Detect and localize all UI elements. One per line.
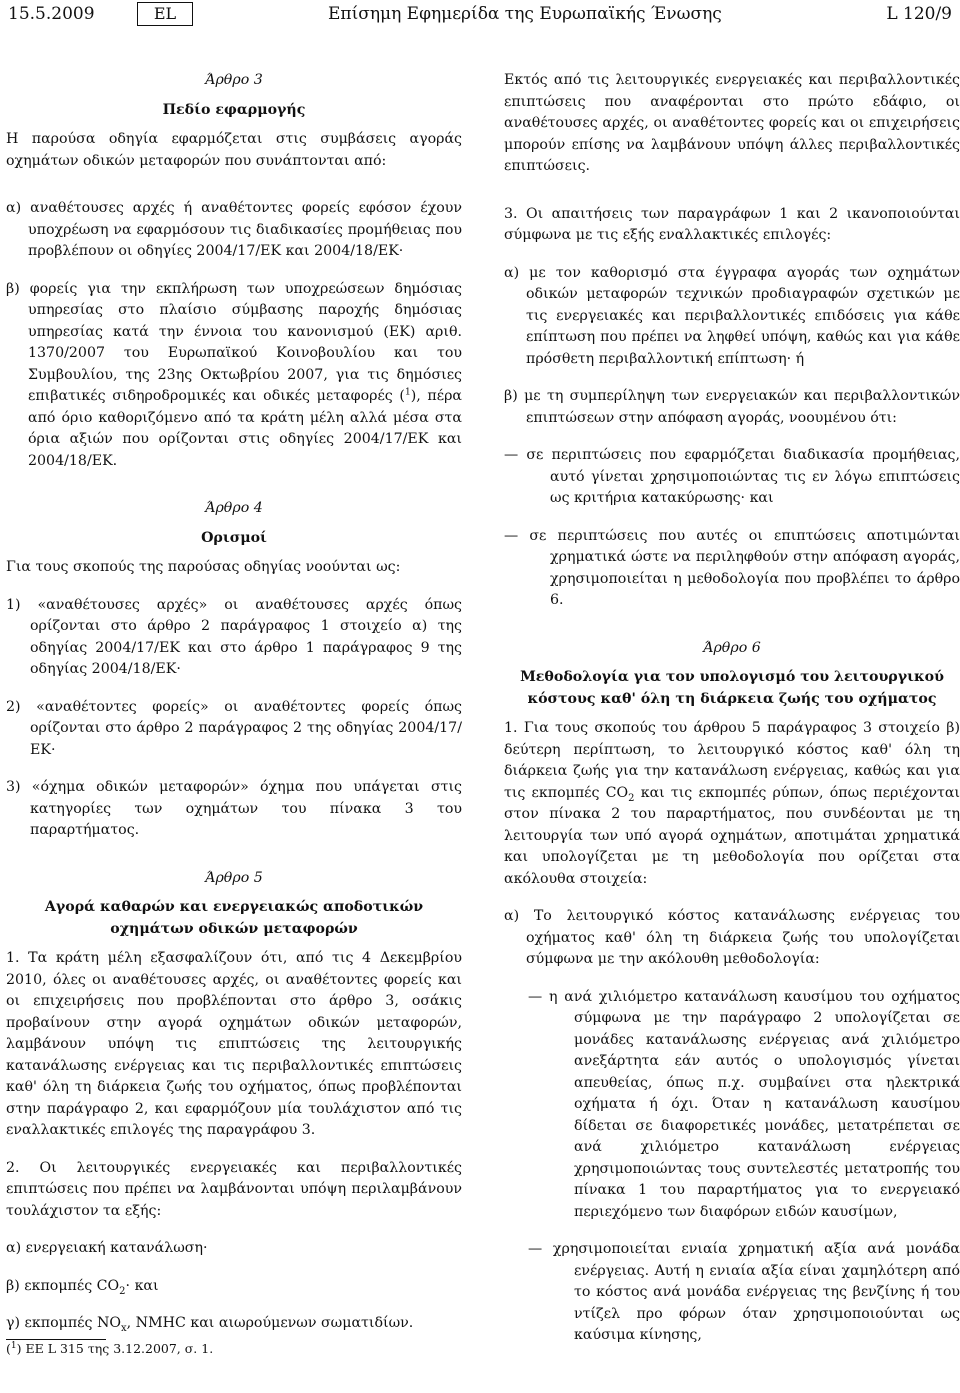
article-3-item-a: α) αναθέτουσες αρχές ή αναθέτοντες φορείς εφόσον έχουν υποχρέωση να εφαρμόσουν τις διαδικασίες προμήθειας που προβλέπουν οι οδηγίες 2004/17/ΕΚ και 2004/18/ΕΚ· (6, 200, 462, 259)
article-5-dash-1: — σε περιπτώσεις που εφαρμόζεται διαδικασία προμήθειας, αυτό γίνεται χρησιμοποιώντας τις εν λόγω επιπτώσεις ως κριτήρια κατακύρωσης· και (504, 447, 960, 506)
article-6-item-a: α) Το λειτουργικό κόστος κατανάλωσης ενέργειας του οχήματος καθ' όλη τη διάρκεια ζωής του υπολογίζεται σύμφωνα με την ακόλουθη μεθοδολογία: (504, 908, 960, 967)
article-6-paragraph-1: 1. Για τους σκοπούς του άρθρου 5 παράγραφος 3 στοιχείο β) δεύτερη περίπτωση, το λειτουργικό κόστος καθ' όλη τη διάρκεια ζωής για την κατανάλωση ενέργειας, καθώς και για τις εκπομπές $CO_2$ και τις εκπομπές ρύπων, όπως περιέχονται στον πίνακα 2 του παραρτήματος, που συνδέονται με τη λειτουργία των υπό αγορά οχημάτων, αποτιμάται χρηματικά και υπολογίζεται με τη μεθοδολογία που ορίζεται στα ακόλουθα στοιχεία: (504, 720, 960, 887)
article-5-paragraph-3: 3. Οι απαιτήσεις των παραγράφων 1 και 2 ικανοποιούνται σύμφωνα με τις εξής εναλλακτικές επιλογές: (504, 205, 960, 243)
left-column (6, 70, 462, 1358)
journal-title: Επίσημη Εφημερίδα της Ευρωπαϊκής Ένωσης (328, 4, 722, 24)
article-5-item-a: α) ενεργειακή κατανάλωση· (6, 1240, 208, 1256)
page-header (0, 0, 960, 30)
article-3-item-b: β) φορείς για την εκπλήρωση των υποχρεώσεων δημόσιας υπηρεσίας στο πλαίσιο σύμβασης παροχής δημόσιας υπηρεσίας κατά την έννοια του κανονισμού (ΕΚ) αριθ. 1370/2007 του Ευρωπαϊκού Κοινοβουλίου και του Συμβουλίου, της 23ης Οκτωβρίου 2007, για τις δημόσιες επιβατικές σιδηροδρομικές και οδικές μεταφορές ($^1$), πέρα από όριο καθοριζόμενο από τα κράτη μέλη αλλά μέσα στα όρια αξιών που ορίζονται στις οδηγίες 2004/17/ΕΚ και 2004/18/ΕΚ. (6, 280, 462, 469)
article-6-dash-1: — η ανά χιλιόμετρο κατανάλωση καυσίμου του οχήματος σύμφωνα με την παράγραφο 2 υπολογίζεται σε μονάδες κατανάλωσης ενέργειας ανά χιλιόμετρο ανεξάρτητα εάν αυτός ο υπολογισμός γίνεται απευθείας, όπως π.χ. συμβαίνει στα ηλεκτρικά οχήματα ή όχι. Όταν η κατανάλωση καυσίμου δίδεται σε διαφορετικές μονάδες, μετατρέπεται σε ανά χιλιόμετρο κατανάλωση ενέργειας χρησιμοποιώντας τους συντελεστές μετατροπής του πίνακα 1 του παραρτήματος για το ενεργειακό περιεχόμενο των διαφόρων ειδών καυσίμων, (528, 988, 960, 1220)
article-5-title: Αγορά καθαρών και ενεργειακώς αποδοτικών οχημάτων οδικών μεταφορών (44, 899, 424, 937)
article-4-intro: Για τους σκοπούς της παρούσας οδηγίας νοούνται ως: (6, 559, 401, 575)
article-5-item-b: β) εκπομπές $CO_2\cdot \kappa\alpha\iota$ (6, 1277, 159, 1297)
footnote: ($^1$) ΕΕ L 315 της 3.12.2007, σ. 1. (6, 1340, 214, 1356)
article-3-title: Πεδίο εφαρμογής (162, 101, 306, 118)
language-badge: EL (137, 2, 193, 26)
article-5-paragraph-2-continued: Εκτός από τις λειτουργικές ενεργειακές και περιβαλλοντικές επιπτώσεις που αναφέρονται στο πρώτο εδάφιο, οι αναθέτουσες αρχές, οι αναθέτοντες φορείς και οι επιχειρήσεις μπορούν επίσης να λαμβάνουν υπόψη άλλες περιβαλλοντικές επιπτώσεις. (504, 72, 960, 174)
article-5-paragraph-2: 2. Οι λειτουργικές ενεργειακές και περιβαλλοντικές επιπτώσεις που πρέπει να λαμβάνονται υπόψη περιλαμβάνουν τουλάχιστον τα εξής: (6, 1159, 462, 1219)
article-5-heading: Άρθρο 5 (205, 869, 263, 886)
article-6-title: Μεθοδολογία για τον υπολογισμό του λειτουργικού κόστους καθ' όλη τη διάρκεια ζωής του οχήματος (520, 669, 944, 707)
article-6-dash-2: — χρησιμοποιείται ενιαία χρηματική αξία ανά μονάδα ενέργειας. Αυτή η ενιαία αξία είναι χαμηλότερη από το κόστος ανά μονάδα ενέργειας της βενζίνης ή του ντίζελ προ φόρων όταν χρησιμοποιούνται ως καύσιμα κίνησης, (528, 1241, 960, 1343)
publication-date: 15.5.2009 (8, 4, 95, 24)
page-number: L 120/9 (886, 4, 952, 24)
article-5-dash-2: — σε περιπτώσεις που αυτές οι επιπτώσεις αποτιμώνται χρηματικά ώστε να περιληφθούν στην απόφαση αγοράς, χρησιμοποιείται η μεθοδολογία που προβλέπει το άρθρο 6. (504, 527, 960, 608)
article-4-title: Ορισμοί (201, 529, 267, 546)
article-4-definition-3: 3) «όχημα οδικών μεταφορών» όχημα που υπάγεται στις κατηγορίες των οχημάτων του πίνακα 3 του παραρτήματος. (6, 779, 462, 838)
article-4-heading: Άρθρο 4 (205, 500, 263, 516)
article-3-heading: Άρθρο 3 (205, 72, 263, 88)
article-4-definition-2: 2) «αναθέτοντες φορείς» οι αναθέτοντες φορείς όπως ορίζονται στο άρθρο 2 παράγραφος 2 της οδηγίας 2004/17/ΕΚ· (6, 698, 462, 758)
right-column (504, 70, 960, 1347)
article-5-paragraph-1: 1. Τα κράτη μέλη εξασφαλίζουν ότι, από τις 4 Δεκεμβρίου 2010, όλες οι αναθέτουσες αρχές, οι αναθέτοντες φορείς και οι επιχειρήσεις που προβλέπονται στο άρθρο 3, οσάκις προβαίνουν στην αγορά οχημάτων οδικών μεταφορών, λαμβάνουν υπόψη τις επιπτώσεις της λειτουργικής κατανάλωσης ενέργειας και τις περιβαλλοντικές επιπτώσεις καθ' όλη τη διάρκεια ζωής του οχήματος, όπως προβλέπονται στην παράγραφο 2, και εφαρμόζουν μία τουλάχιστον από τις εναλλακτικές επιλογές της παραγράφου 3. (6, 950, 462, 1138)
article-6-heading: Άρθρο 6 (703, 639, 761, 656)
article-5-option-b: β) με τη συμπερίληψη των ενεργειακών και περιβαλλοντικών επιπτώσεων στην απόφαση αγοράς, νοουμένου ότι: (504, 388, 960, 426)
article-3-intro: Η παρούσα οδηγία εφαρμόζεται στις συμβάσεις αγοράς οχημάτων οδικών μεταφορών που συνάπτονται από: (6, 131, 462, 169)
article-4-definition-1: 1) «αναθέτουσες αρχές» οι αναθέτουσες αρχές όπως ορίζονται στο άρθρο 2 παράγραφος 1 στοιχείο α) της οδηγίας 2004/17/ΕΚ και στο άρθρο 1 παράγραφος 9 της οδηγίας 2004/18/ΕΚ· (6, 596, 462, 677)
footnote-reference: 1 (404, 387, 411, 398)
article-5-option-a: α) με τον καθορισμό στα έγγραφα αγοράς των οχημάτων οδικών μεταφορών τεχνικών προδιαγραφών σχετικών με τις ενεργειακές και περιβαλλοντικές επιδόσεις για κάθε επίπτωση που πρέπει να ληφθεί υπόψη, καθώς και για κάθε πρόσθετη περιβαλλοντική επίπτωση· ή (504, 264, 960, 367)
article-5-item-c: γ) εκπομπές $NO_x$, NMHC και αιωρούμενων σωματιδίων. (6, 1315, 414, 1334)
